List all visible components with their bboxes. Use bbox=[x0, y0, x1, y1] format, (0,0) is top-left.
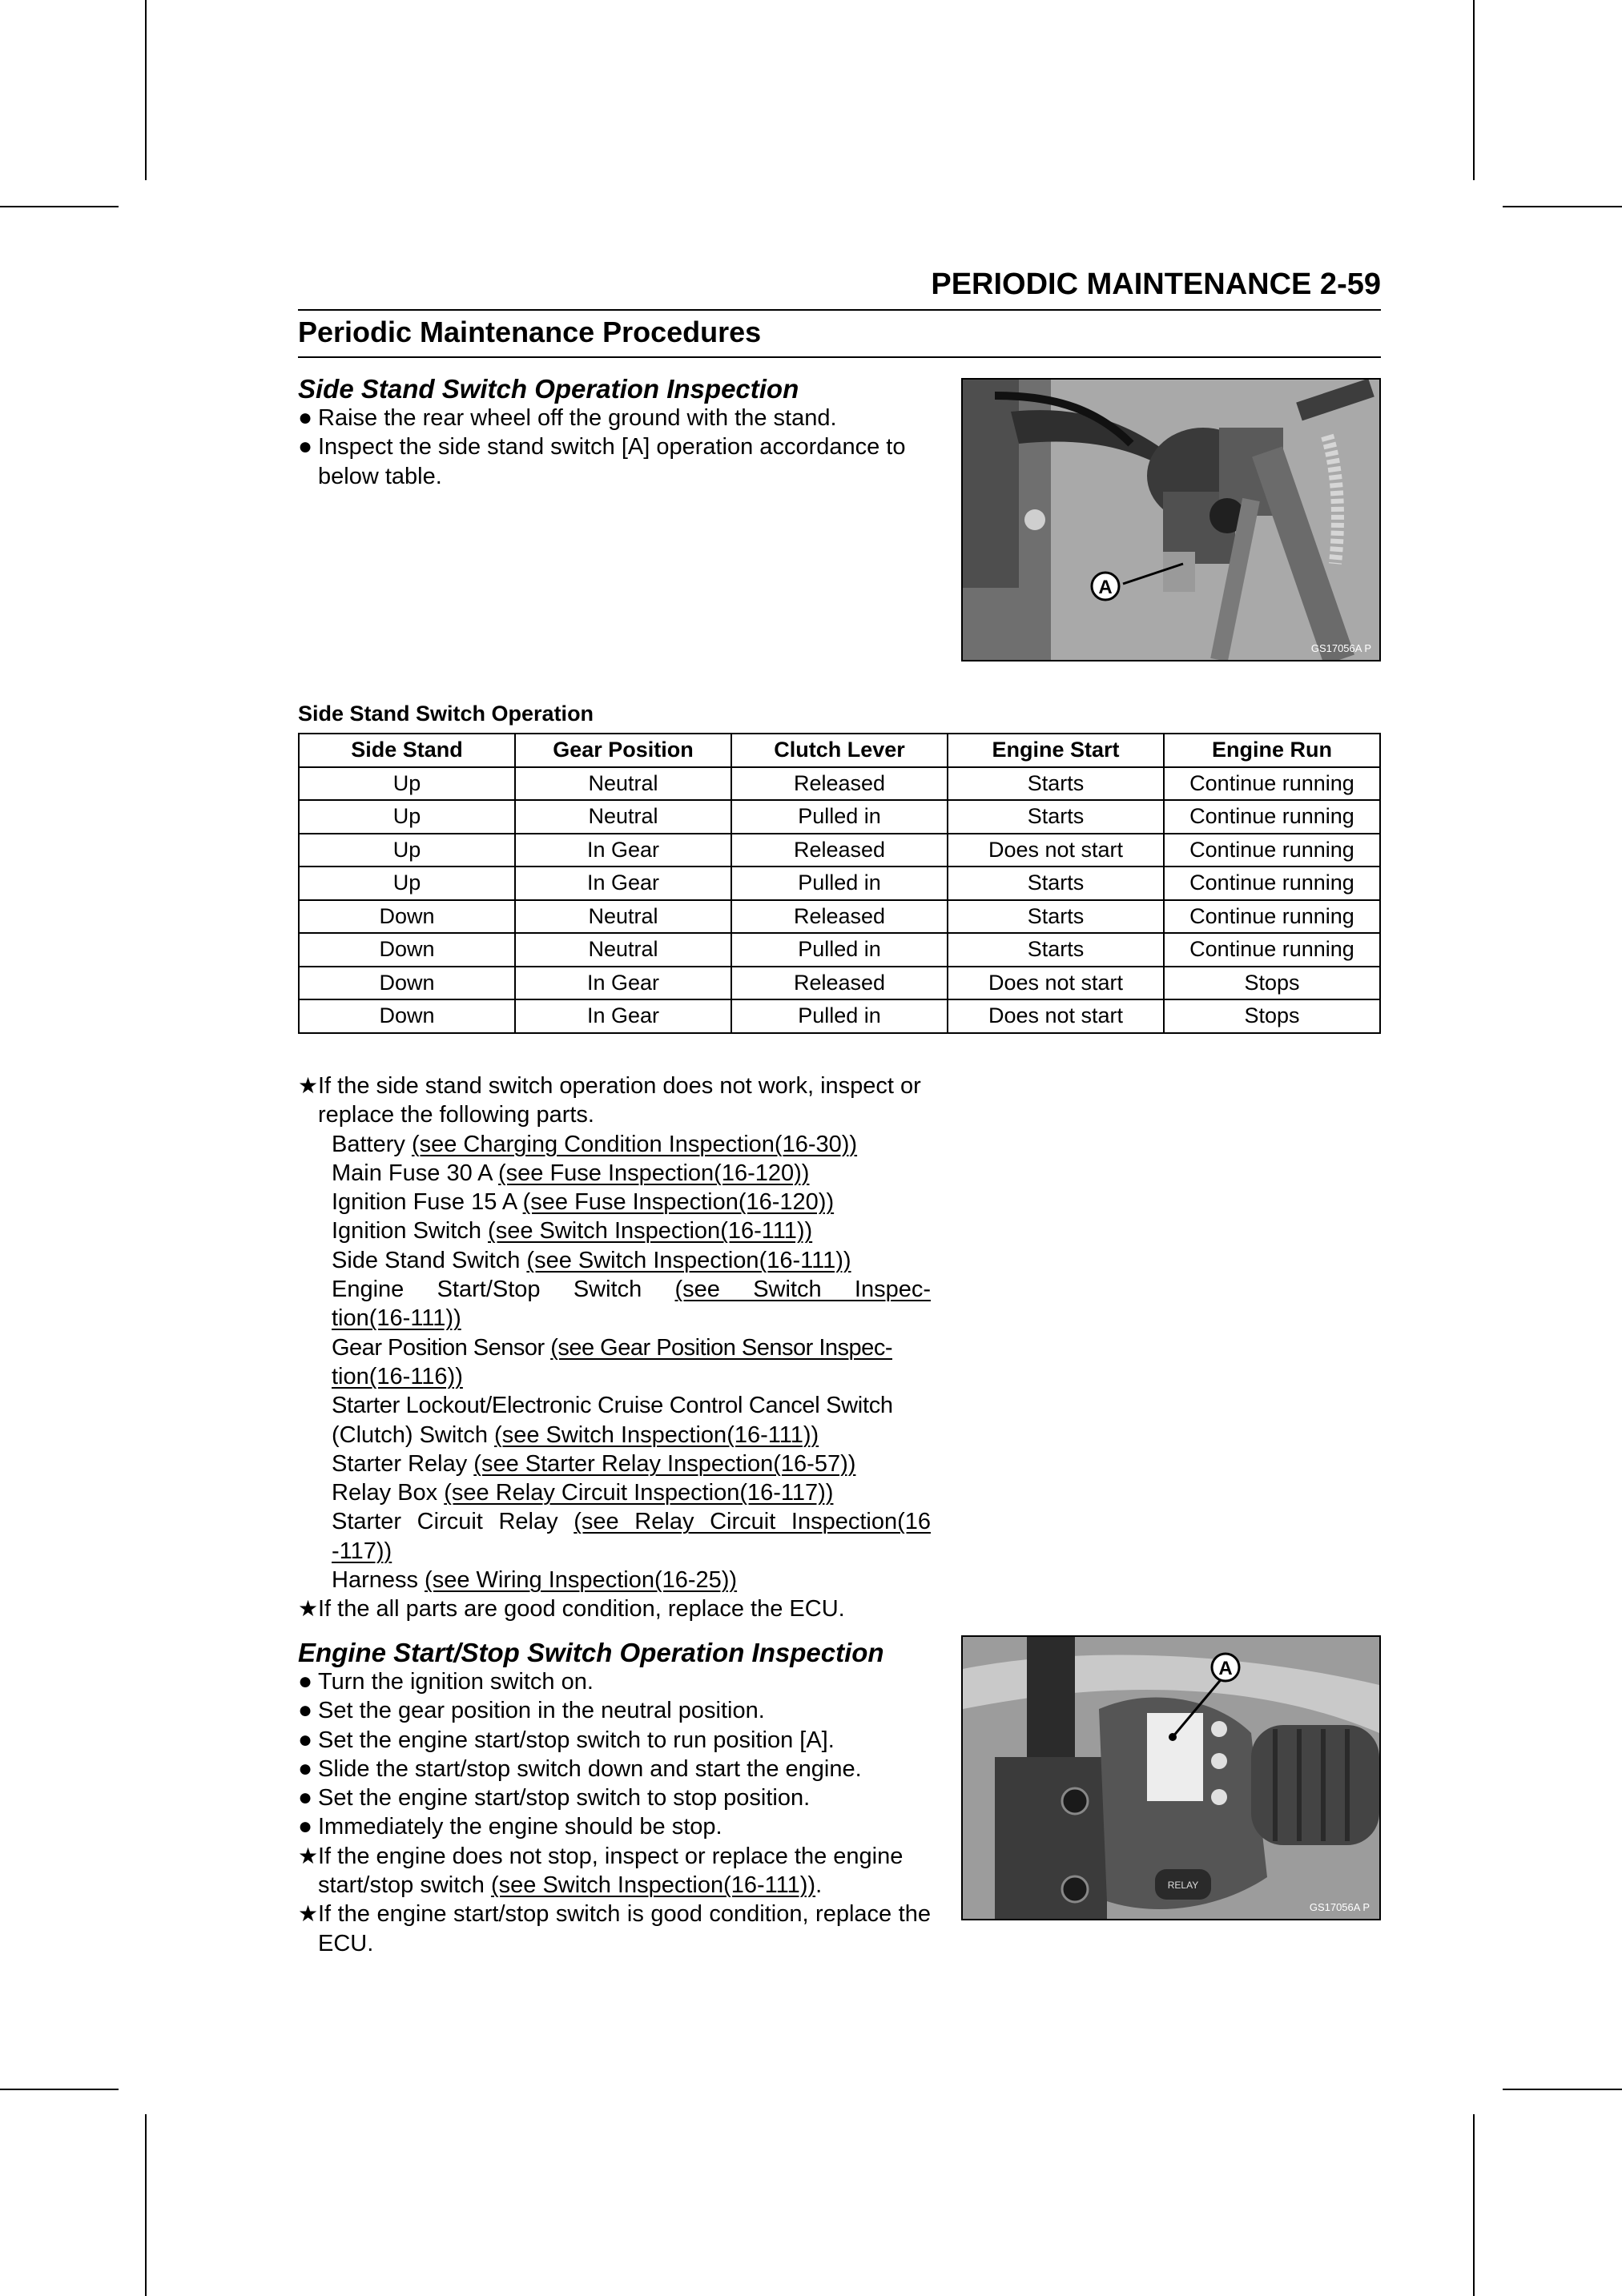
reference-link[interactable]: (see Switch Inspection(16-111)) bbox=[490, 1872, 816, 1899]
instruction-text: If the engine does not stop, inspect or replace the engine start/stop switch bbox=[318, 1843, 904, 1899]
table-cell: In Gear bbox=[515, 834, 731, 867]
star-icon: ★ bbox=[298, 1596, 319, 1622]
list-item bbox=[332, 1507, 931, 1536]
table-row bbox=[299, 800, 1380, 834]
star-icon: ★ bbox=[298, 1901, 319, 1927]
crop-mark bbox=[145, 0, 147, 180]
table-cell: Released bbox=[731, 767, 948, 801]
table-cell: In Gear bbox=[515, 867, 731, 900]
figure-code: GS17056A P bbox=[1309, 1901, 1370, 1913]
reference-link[interactable]: tion(16-116)) bbox=[332, 1363, 463, 1389]
table-cell: Continue running bbox=[1164, 933, 1380, 967]
part-label: Harness bbox=[332, 1567, 425, 1594]
parts-list bbox=[298, 1130, 931, 1595]
list-item-continued bbox=[332, 1304, 931, 1333]
column-header: Engine Start bbox=[948, 734, 1164, 767]
table-row bbox=[299, 933, 1380, 967]
table-cell: Up bbox=[299, 767, 515, 801]
reference-link[interactable]: (see Gear Position Sensor Inspec- bbox=[550, 1334, 892, 1361]
instruction-text: If the engine start/stop switch is good condition, replace the ECU. bbox=[318, 1901, 931, 1956]
reference-link[interactable]: (see Fuse Inspection(16-120)) bbox=[497, 1160, 810, 1186]
part-label: Battery bbox=[332, 1131, 412, 1157]
column-header: Engine Run bbox=[1164, 734, 1380, 767]
table-cell: Up bbox=[299, 834, 515, 867]
section-title: Periodic Maintenance Procedures bbox=[298, 316, 762, 348]
instruction-item bbox=[298, 1594, 931, 1623]
reference-link[interactable]: (see Relay Circuit Inspection(16-117)) bbox=[444, 1480, 834, 1506]
reference-link[interactable]: (see Fuse Inspection(16-120)) bbox=[522, 1189, 835, 1216]
instruction-text: If the all parts are good condition, replace the ECU. bbox=[318, 1596, 845, 1622]
list-item bbox=[332, 1450, 931, 1478]
figure-code: GS17056A P bbox=[1310, 642, 1371, 654]
table-cell: Does not start bbox=[948, 834, 1164, 867]
table-cell: Neutral bbox=[515, 767, 731, 801]
reference-link[interactable]: (see Relay Circuit Inspection(16 bbox=[574, 1509, 931, 1535]
star-icon: ★ bbox=[298, 1843, 319, 1868]
instruction-item bbox=[298, 1900, 931, 1958]
table-cell: Released bbox=[731, 900, 948, 934]
table-cell: Starts bbox=[948, 767, 1164, 801]
page-title: PERIODIC MAINTENANCE 2-59 bbox=[931, 267, 1381, 301]
table-cell: Released bbox=[731, 967, 948, 1000]
side-stand-steps bbox=[298, 404, 931, 491]
step-item bbox=[298, 432, 931, 491]
star-icon: ★ bbox=[298, 1073, 319, 1098]
table-cell: Does not start bbox=[948, 967, 1164, 1000]
instruction-text-end: . bbox=[815, 1872, 823, 1899]
list-item bbox=[332, 1478, 931, 1507]
step-text: Inspect the side stand switch [A] operation accordance to below table. bbox=[318, 434, 906, 489]
list-item bbox=[332, 1216, 931, 1245]
table-cell: Stops bbox=[1164, 999, 1380, 1033]
step-item bbox=[298, 1783, 931, 1812]
table-cell: Pulled in bbox=[731, 867, 948, 900]
table-cell: Up bbox=[299, 867, 515, 900]
table-cell: Pulled in bbox=[731, 800, 948, 834]
crop-mark bbox=[0, 2089, 119, 2090]
step-text: Set the gear position in the neutral position. bbox=[318, 1698, 765, 1724]
step-item bbox=[298, 1696, 931, 1725]
table-cell: Released bbox=[731, 834, 948, 867]
table-row bbox=[299, 867, 1380, 900]
list-item bbox=[332, 1566, 931, 1594]
table-row bbox=[299, 834, 1380, 867]
table-cell: Down bbox=[299, 999, 515, 1033]
column-header: Side Stand bbox=[299, 734, 515, 767]
table-cell: Pulled in bbox=[731, 999, 948, 1033]
table-caption: Side Stand Switch Operation bbox=[298, 702, 594, 726]
list-item-continued bbox=[332, 1421, 931, 1450]
crop-mark bbox=[145, 2114, 147, 2296]
table-cell: Continue running bbox=[1164, 900, 1380, 934]
part-label: Gear Position Sensor bbox=[332, 1334, 551, 1361]
engine-start-stop-switch-photo bbox=[961, 1635, 1381, 1920]
table-cell: Starts bbox=[948, 900, 1164, 934]
list-item bbox=[332, 1246, 931, 1275]
table-cell: Neutral bbox=[515, 933, 731, 967]
engine-start-stop-switch-illustration bbox=[963, 1637, 1379, 1919]
table-cell: Down bbox=[299, 900, 515, 934]
side-stand-switch-photo bbox=[961, 378, 1381, 661]
crop-mark bbox=[1503, 2089, 1622, 2090]
crop-mark bbox=[1503, 206, 1622, 207]
step-item bbox=[298, 404, 931, 432]
figure-callout: A bbox=[1098, 577, 1113, 598]
bullet-icon: ● bbox=[298, 1784, 313, 1811]
button-label: RELAY bbox=[1167, 1880, 1199, 1891]
table-cell: In Gear bbox=[515, 967, 731, 1000]
part-label: Starter Lockout/Electronic Cruise Control Cancel Switch bbox=[332, 1393, 893, 1419]
column-header: Clutch Lever bbox=[731, 734, 948, 767]
step-text: Raise the rear wheel off the ground with the stand. bbox=[318, 405, 837, 431]
bullet-icon: ● bbox=[298, 1697, 313, 1724]
step-text: Set the engine start/stop switch to stop position. bbox=[318, 1785, 811, 1811]
instruction-item bbox=[298, 1842, 931, 1900]
table-row bbox=[299, 967, 1380, 1000]
section-rule bbox=[298, 356, 1381, 358]
figure-callout: A bbox=[1218, 1658, 1233, 1679]
table-cell: Down bbox=[299, 967, 515, 1000]
list-item bbox=[332, 1159, 931, 1188]
part-label: Starter Circuit Relay bbox=[332, 1509, 574, 1535]
reference-link[interactable]: (see Switch Inspec- bbox=[674, 1277, 932, 1303]
step-item bbox=[298, 1726, 931, 1755]
part-label: Ignition Switch bbox=[332, 1218, 489, 1245]
step-text: Turn the ignition switch on. bbox=[318, 1669, 594, 1695]
table-header-row bbox=[299, 734, 1380, 767]
table-cell: Starts bbox=[948, 867, 1164, 900]
reference-link[interactable]: tion(16-111)) bbox=[332, 1305, 461, 1332]
instruction-text: If the side stand switch operation does not work, inspect or replace the following parts. bbox=[318, 1073, 921, 1128]
bullet-icon: ● bbox=[298, 1755, 313, 1782]
reference-link[interactable]: -117)) bbox=[332, 1538, 392, 1564]
column-header: Gear Position bbox=[515, 734, 731, 767]
table-row bbox=[299, 900, 1380, 934]
part-label: Relay Box bbox=[332, 1480, 445, 1506]
reference-link[interactable]: (see Switch Inspection(16-111)) bbox=[526, 1247, 851, 1273]
bullet-icon: ● bbox=[298, 1726, 313, 1753]
crop-mark bbox=[1473, 2114, 1475, 2296]
reference-link[interactable]: (see Starter Relay Inspection(16-57)) bbox=[473, 1450, 856, 1477]
step-text: Immediately the engine should be stop. bbox=[318, 1814, 722, 1840]
engine-switch-heading: Engine Start/Stop Switch Operation Inspection bbox=[298, 1638, 884, 1667]
bullet-icon: ● bbox=[298, 1813, 313, 1840]
step-item bbox=[298, 1755, 931, 1783]
table-cell: Pulled in bbox=[731, 933, 948, 967]
table-cell: Starts bbox=[948, 933, 1164, 967]
table-cell: In Gear bbox=[515, 999, 731, 1033]
part-label: Ignition Fuse 15 A bbox=[332, 1189, 523, 1216]
table-row bbox=[299, 999, 1380, 1033]
bullet-icon: ● bbox=[298, 404, 313, 431]
table-cell: Starts bbox=[948, 800, 1164, 834]
part-label: Engine Start/Stop Switch bbox=[332, 1277, 675, 1303]
part-label: (Clutch) Switch bbox=[332, 1421, 495, 1448]
list-item bbox=[332, 1188, 931, 1216]
instruction-item bbox=[298, 1072, 931, 1130]
part-label: Starter Relay bbox=[332, 1450, 474, 1477]
reference-link[interactable]: (see Wiring Inspection(16-25)) bbox=[425, 1567, 738, 1594]
reference-link[interactable]: (see Switch Inspection(16-111)) bbox=[494, 1421, 819, 1448]
step-text: Slide the start/stop switch down and start the engine. bbox=[318, 1755, 862, 1782]
part-label: Side Stand Switch bbox=[332, 1247, 527, 1273]
table-cell: Does not start bbox=[948, 999, 1164, 1033]
step-item bbox=[298, 1667, 931, 1696]
table-row bbox=[299, 767, 1380, 801]
part-label: Main Fuse 30 A bbox=[332, 1160, 498, 1186]
list-item bbox=[332, 1333, 931, 1362]
step-item bbox=[298, 1812, 931, 1841]
reference-link[interactable]: (see Charging Condition Inspection(16-30)) bbox=[411, 1131, 858, 1157]
table-cell: Continue running bbox=[1164, 867, 1380, 900]
table-cell: Stops bbox=[1164, 967, 1380, 1000]
side-stand-heading: Side Stand Switch Operation Inspection bbox=[298, 374, 799, 404]
table-cell: Neutral bbox=[515, 800, 731, 834]
crop-mark bbox=[0, 206, 119, 207]
list-item-continued bbox=[332, 1362, 931, 1391]
table-cell: Continue running bbox=[1164, 767, 1380, 801]
bullet-icon: ● bbox=[298, 433, 313, 460]
table-cell: Neutral bbox=[515, 900, 731, 934]
table-cell: Continue running bbox=[1164, 800, 1380, 834]
side-stand-switch-illustration bbox=[963, 380, 1379, 660]
step-text: Set the engine start/stop switch to run position [A]. bbox=[318, 1727, 835, 1753]
reference-link[interactable]: (see Switch Inspection(16-111)) bbox=[488, 1218, 813, 1245]
list-item bbox=[332, 1130, 931, 1159]
engine-switch-steps bbox=[298, 1667, 931, 1958]
table-cell: Down bbox=[299, 933, 515, 967]
list-item bbox=[332, 1391, 931, 1420]
crop-mark bbox=[1473, 0, 1475, 180]
side-stand-switch-table bbox=[298, 733, 1381, 1034]
header-rule bbox=[298, 309, 1381, 311]
table-cell: Up bbox=[299, 800, 515, 834]
table-cell: Continue running bbox=[1164, 834, 1380, 867]
bullet-icon: ● bbox=[298, 1668, 313, 1695]
troubleshooting-block bbox=[298, 1072, 931, 1624]
list-item bbox=[332, 1275, 931, 1304]
list-item-continued bbox=[332, 1537, 931, 1566]
